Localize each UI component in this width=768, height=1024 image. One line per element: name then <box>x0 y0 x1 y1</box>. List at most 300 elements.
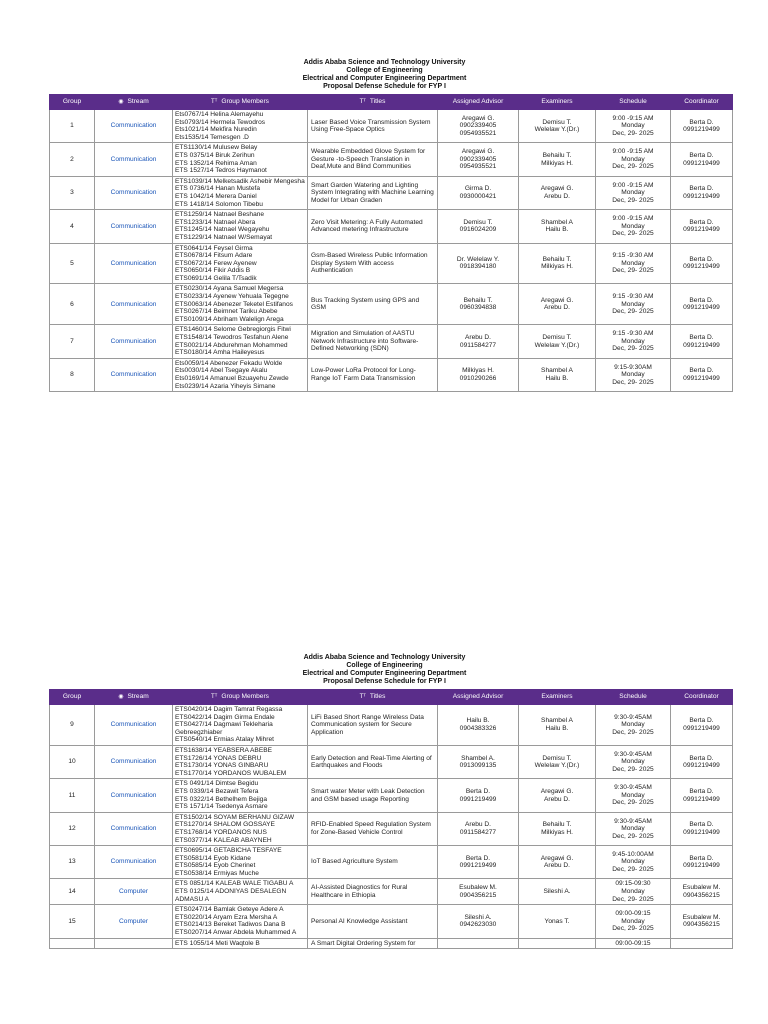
group-members <box>173 879 308 905</box>
project-title: Laser Based Voice Transmission System Using Free-Space Optics <box>308 110 438 143</box>
group-members <box>173 705 308 746</box>
column-header-group[interactable] <box>50 690 95 705</box>
schedule-line: Dec, 29- 2025 <box>612 230 654 238</box>
coordinator-line: Berta D. <box>689 296 714 304</box>
stream-chip[interactable]: Communication <box>95 284 173 325</box>
assigned-advisor <box>438 143 519 176</box>
table-row <box>50 779 733 812</box>
schedule <box>596 325 671 358</box>
group-members-line: ETS1460/14 Selome Gebregiorgis Fitwi <box>175 326 291 334</box>
coordinator-line: Berta D. <box>689 151 714 159</box>
group-members <box>173 846 308 879</box>
project-title: Migration and Simulation of AASTU Network Infrastructure into Software-Defined Networking (SDN) <box>308 325 438 358</box>
table-row <box>50 879 733 905</box>
assigned-advisor-line: 0902339405 <box>459 122 497 130</box>
coordinator-line: 0991219499 <box>683 724 720 732</box>
group-members-line: ETS1548/14 Tewodros Tesfahun Alene <box>175 334 289 342</box>
column-label: Coordinator <box>684 693 719 701</box>
assigned-advisor-line: 0910290266 <box>459 375 497 382</box>
college-name: College of Engineering <box>346 662 423 669</box>
stream-chip[interactable]: Communication <box>95 779 173 812</box>
examiners-line: Welelaw Y.(Dr.) <box>534 762 580 770</box>
coordinator <box>671 879 733 905</box>
assigned-advisor-line: Behailu T. <box>463 296 493 304</box>
schedule-section-2 <box>49 654 720 949</box>
group-number: 4 <box>50 210 95 243</box>
schedule-table <box>49 94 733 392</box>
group-members-line: ETS0230/14 Ayana Samuel Megersa <box>175 285 284 293</box>
group-members-line: ETS1270/14 SHALOM GOSSAYE <box>175 821 275 829</box>
schedule-line: 09:00-09:15 <box>615 910 651 918</box>
group-members <box>173 143 308 176</box>
schedule-line: Dec, 29- 2025 <box>612 308 654 316</box>
examiners-line: Arebu D. <box>543 192 571 200</box>
group-members-line: ETS1770/14 YORDANOS WUBALEM <box>175 769 287 777</box>
coordinator-line: 0991219499 <box>683 226 720 234</box>
group-members <box>173 812 308 845</box>
stream-chip[interactable]: Communication <box>95 325 173 358</box>
column-header-titles[interactable] <box>308 690 438 705</box>
group-number: 13 <box>50 846 95 879</box>
group-members <box>173 358 308 391</box>
university-name: Addis Ababa Science and Technology University <box>303 654 466 661</box>
assigned-advisor <box>438 938 519 949</box>
group-members-line: ETS0585/14 Eyob Cherinet <box>175 862 256 870</box>
text-type-icon: Tᵀ <box>211 98 218 105</box>
group-members-line: ETS 0125/14 ADONIYAS DESALEGN ADMASU A <box>175 888 287 903</box>
schedule <box>596 210 671 243</box>
stream-chip[interactable] <box>95 938 173 949</box>
group-number <box>50 938 95 949</box>
project-title: RFID-Enabled Speed Regulation System for Zone-Based Vehicle Control <box>308 812 438 845</box>
schedule <box>596 779 671 812</box>
group-members-line: ETS0109/14 Abriham Walelign Arega <box>175 315 284 323</box>
group-number: 14 <box>50 879 95 905</box>
group-members-line: ETS 0736/14 Hanan Mustefa <box>175 185 261 193</box>
assigned-advisor-line: 0991219499 <box>459 862 497 870</box>
group-members-line: ETS0220/14 Aryam Ezra Mersha A <box>175 913 278 921</box>
table-row <box>50 745 733 778</box>
examiners-line: Aregawi G. <box>540 854 574 862</box>
schedule <box>596 143 671 176</box>
assigned-advisor-line: Milkiyas H. <box>462 367 494 375</box>
project-title: Low-Power LoRa Protocol for Long-Range IoT Farm Data Transmission <box>308 358 438 391</box>
examiners-line: Sileshi A. <box>543 888 571 896</box>
schedule-title: Proposal Defense Schedule for FYP I <box>323 83 446 90</box>
schedule-table <box>49 689 733 949</box>
examiners-line: Hailu B. <box>545 226 569 234</box>
examiners <box>519 705 596 746</box>
stream-chip[interactable]: Communication <box>95 358 173 391</box>
assigned-advisor-line: Sileshi A. <box>464 913 492 921</box>
examiners <box>519 938 596 949</box>
examiners-line: Shambel A <box>541 367 573 375</box>
column-label: Coordinator <box>684 98 719 106</box>
project-title: Zero Visit Metering: A Fully Automated Advanced metering Infrastructure <box>308 210 438 243</box>
group-number: 5 <box>50 243 95 284</box>
column-header-stream[interactable] <box>95 690 173 705</box>
examiners-line: Arebu D. <box>543 795 571 803</box>
text-type-icon: Tᵀ <box>359 98 366 105</box>
examiners-line: Milkiyas H. <box>541 828 573 836</box>
column-header-examiners[interactable] <box>519 690 596 705</box>
stream-chip[interactable]: Communication <box>95 143 173 176</box>
schedule-line: Monday <box>621 721 645 729</box>
project-title: Bus Tracking System using GPS and GSM <box>308 284 438 325</box>
coordinator-line: Berta D. <box>689 334 714 342</box>
coordinator-line: 0991219499 <box>683 159 720 167</box>
schedule <box>596 284 671 325</box>
stream-chip[interactable]: Communication <box>95 210 173 243</box>
coordinator-line: 0991219499 <box>683 263 720 271</box>
stream-chip[interactable]: Communication <box>95 243 173 284</box>
assigned-advisor <box>438 905 519 938</box>
column-header-titles[interactable] <box>308 95 438 110</box>
group-members-line: ETS0691/14 Gelila T/Tsadik <box>175 274 257 282</box>
assigned-advisor-line: Demisu T. <box>463 218 493 226</box>
column-header-coordinator[interactable] <box>671 95 733 110</box>
group-members <box>173 325 308 358</box>
group-members-line: ETS0207/14 Anwar Abdela Muhammed A <box>175 929 297 937</box>
assigned-advisor-line: Aregawi G. <box>461 148 495 156</box>
assigned-advisor <box>438 110 519 143</box>
table-row <box>50 705 733 746</box>
project-title: AI-Assisted Diagnostics for Rural Healthcare in Ethiopia <box>308 879 438 905</box>
assigned-advisor <box>438 325 519 358</box>
examiners-line: Yonas T. <box>544 917 570 925</box>
group-members-line: ETS1638/14 YEABSERA ABEBE <box>175 746 273 754</box>
coordinator <box>671 705 733 746</box>
examiners <box>519 358 596 391</box>
coordinator <box>671 905 733 938</box>
column-header-members[interactable] <box>173 690 308 705</box>
group-members-line: ETS 1527/14 Tedros Haymanot <box>175 167 267 175</box>
schedule-section-1 <box>49 59 720 392</box>
column-label: Titles <box>369 97 386 105</box>
assigned-advisor-line: 0954935521 <box>459 163 497 171</box>
coordinator-line: 0991219499 <box>683 795 720 803</box>
examiners <box>519 110 596 143</box>
schedule-line: Monday <box>621 371 645 379</box>
project-title: Personal AI Knowledge Assistant <box>308 905 438 938</box>
schedule-line: 9:15-9:30AM <box>614 363 652 371</box>
header-row <box>50 95 733 110</box>
schedule-line: Dec, 29- 2025 <box>612 925 654 933</box>
stream-chip[interactable]: Communication <box>95 745 173 778</box>
table-row <box>50 846 733 879</box>
table-body <box>50 705 733 949</box>
group-members-line: ETS1229/14 Natnael W/Semayat <box>175 233 273 241</box>
schedule-line: 9:00 -9:15 AM <box>612 148 654 156</box>
schedule-line: Dec, 29- 2025 <box>612 345 654 353</box>
column-header-advisor[interactable] <box>438 690 519 705</box>
university-name: Addis Ababa Science and Technology University <box>303 59 466 66</box>
assigned-advisor-line: Shambel A. <box>461 754 495 762</box>
examiners <box>519 779 596 812</box>
assigned-advisor-line: 0960394838 <box>459 304 497 312</box>
group-members-line: ETS0672/14 Ferew Ayenew <box>175 259 257 267</box>
schedule <box>596 938 671 949</box>
group-members-line: ETS1130/14 Mulusew Belay <box>175 144 258 152</box>
schedule-line: Monday <box>621 858 645 866</box>
coordinator <box>671 779 733 812</box>
group-members-line: ETS 0491/14 Dimtse Begidu <box>175 780 259 788</box>
assigned-advisor <box>438 358 519 391</box>
stream-chip[interactable]: Communication <box>95 110 173 143</box>
examiners <box>519 905 596 938</box>
table-row <box>50 938 733 949</box>
coordinator <box>671 358 733 391</box>
stream-chip[interactable]: Communication <box>95 705 173 746</box>
college-name: College of Engineering <box>346 67 423 74</box>
coordinator <box>671 325 733 358</box>
column-header-examiners[interactable] <box>519 95 596 110</box>
document-heading <box>49 59 720 91</box>
project-title: A Smart Digital Ordering System for <box>308 938 438 949</box>
column-header-coordinator[interactable] <box>671 690 733 705</box>
group-number: 3 <box>50 176 95 209</box>
schedule-line: Dec, 29- 2025 <box>612 866 654 874</box>
group-members-line: ETS1245/14 Natnael Wegayehu <box>175 226 270 234</box>
assigned-advisor <box>438 745 519 778</box>
group-members-line: ETS0267/14 Beimnet Tariku Abebe <box>175 308 278 316</box>
examiners-line: Welelaw Y.(Dr.) <box>534 341 580 349</box>
assigned-advisor-line: 0991219499 <box>459 795 497 803</box>
assigned-advisor-line: Arebu D. <box>464 821 492 829</box>
assigned-advisor-line: 0913099135 <box>459 762 497 770</box>
group-number: 7 <box>50 325 95 358</box>
project-title: Gsm-Based Wireless Public Information Display System With access Authentication <box>308 243 438 284</box>
coordinator-line: Berta D. <box>689 717 714 725</box>
group-members-line: ETS 1352/14 Rehima Aman <box>175 159 257 167</box>
assigned-advisor-line: 0904356215 <box>459 891 497 899</box>
coordinator-line: 0991219499 <box>683 192 720 200</box>
assigned-advisor-line: 0902339405 <box>459 155 497 163</box>
coordinator-line: 0904356215 <box>683 891 720 899</box>
column-header-group[interactable] <box>50 95 95 110</box>
schedule-line: Dec, 29- 2025 <box>612 267 654 275</box>
schedule-line: Monday <box>621 791 645 799</box>
group-members-line: ETS0581/14 Eyob Kidane <box>175 854 251 862</box>
assigned-advisor-line: Aregawi G. <box>461 114 495 122</box>
text-type-icon: Tᵀ <box>211 693 218 700</box>
group-members-line: ETS 1418/14 Solomon Tibebu <box>175 200 263 208</box>
coordinator-line: 0991219499 <box>683 304 720 312</box>
examiners-line: Behailu T. <box>542 151 572 159</box>
schedule-line: 9:15 -9:30 AM <box>612 293 654 301</box>
group-members <box>173 243 308 284</box>
schedule <box>596 879 671 905</box>
schedule <box>596 705 671 746</box>
group-number: 9 <box>50 705 95 746</box>
examiners <box>519 879 596 905</box>
schedule-line: 9:30-9:45AM <box>614 817 652 825</box>
table-row <box>50 210 733 243</box>
coordinator-line: 0991219499 <box>683 828 720 836</box>
dropdown-icon: ◉ <box>118 98 124 105</box>
group-members-line: ETS1768/14 YORDANOS NUS <box>175 828 267 836</box>
schedule <box>596 358 671 391</box>
group-members-line: Ets0793/14 Hermela Tewodros <box>175 118 266 126</box>
group-members <box>173 938 308 949</box>
column-label: Stream <box>127 97 149 105</box>
stream-chip[interactable]: Computer <box>95 905 173 938</box>
schedule-line: Dec, 29- 2025 <box>612 129 654 137</box>
examiners <box>519 812 596 845</box>
assigned-advisor-line: Berta D. <box>465 854 491 862</box>
group-members-line: ETS0650/14 Fikir Addis B <box>175 267 251 275</box>
assigned-advisor-line: Girma D. <box>464 185 492 193</box>
schedule-line: Dec, 29- 2025 <box>612 378 654 386</box>
group-members <box>173 210 308 243</box>
group-members-line: ETS1726/14 YONAS DEBRU <box>175 754 262 762</box>
schedule-line: 9:15 -9:30 AM <box>612 330 654 338</box>
column-header-schedule[interactable] <box>596 95 671 110</box>
group-members <box>173 284 308 325</box>
group-members-line: Ets0169/14 Amanuel Bzuayehu Zewde <box>175 375 289 382</box>
schedule-line: 09:15-09:30 <box>615 880 651 888</box>
schedule-line: Dec, 29- 2025 <box>612 728 654 736</box>
schedule-line: Monday <box>621 917 645 925</box>
column-header-advisor[interactable] <box>438 95 519 110</box>
examiners <box>519 143 596 176</box>
text-type-icon: Tᵀ <box>359 693 366 700</box>
coordinator-line: Esubalew M. <box>682 884 721 892</box>
coordinator <box>671 210 733 243</box>
group-members <box>173 745 308 778</box>
table-row <box>50 243 733 284</box>
stream-chip[interactable]: Communication <box>95 176 173 209</box>
coordinator-line: Berta D. <box>689 185 714 193</box>
examiners-line: Hailu B. <box>545 724 569 732</box>
project-title: Wearable Embedded Glove System for Gesture -to-Speech Translation in Deaf,Mute and Blind Communities <box>308 143 438 176</box>
group-number: 2 <box>50 143 95 176</box>
coordinator-line: Berta D. <box>689 821 714 829</box>
table-row <box>50 176 733 209</box>
coordinator <box>671 110 733 143</box>
column-label: Group Members <box>221 97 269 105</box>
assigned-advisor-line: 0942623030 <box>459 921 497 929</box>
examiners <box>519 745 596 778</box>
group-members-line: ETS0422/14 Dagim Girma Endale <box>175 713 275 721</box>
project-title: IoT Based Agriculture System <box>308 846 438 879</box>
group-members-line: Ets0059/14 Abenezer Fekadu Wolde <box>175 359 283 367</box>
column-header-members[interactable] <box>173 95 308 110</box>
coordinator-line: 0991219499 <box>683 862 720 870</box>
coordinator-line: 0991219499 <box>683 126 720 134</box>
group-members-line: ETS0063/14 Abenezer Teketel Estifanos <box>175 300 293 308</box>
schedule-line: Dec, 29- 2025 <box>612 765 654 773</box>
examiners-line: Welelaw Y.(Dr.) <box>534 126 580 134</box>
examiners <box>519 846 596 879</box>
group-members-line: ETS1730/14 YONAS GINBARU <box>175 762 269 770</box>
table-row <box>50 284 733 325</box>
schedule-line: 9:15 -9:30 AM <box>612 252 654 260</box>
schedule <box>596 110 671 143</box>
table-row <box>50 143 733 176</box>
schedule-line: Monday <box>621 222 645 230</box>
project-title: Smart Garden Watering and Lighting System Integrating with Machine Learning Model for Urban Graden <box>308 176 438 209</box>
column-header-schedule[interactable] <box>596 690 671 705</box>
table-row <box>50 812 733 845</box>
group-members-line: Ets0767/14 Helina Alemayehu <box>175 111 264 118</box>
schedule-line: Dec, 29- 2025 <box>612 163 654 171</box>
group-members-line: ETS0377/14 KALEAB ABAYNEH <box>175 836 272 844</box>
coordinator <box>671 938 733 949</box>
schedule-line: 9:00 -9:15 AM <box>612 181 654 189</box>
assigned-advisor <box>438 284 519 325</box>
examiners-line: Behailu T. <box>542 255 572 263</box>
assigned-advisor <box>438 210 519 243</box>
schedule-line: 9:30-9:45AM <box>614 784 652 792</box>
column-label: Schedule <box>619 693 647 701</box>
assigned-advisor-line: 0916024209 <box>459 226 497 234</box>
examiners-line: Demisu T. <box>542 118 572 126</box>
group-members-line: ETS0180/14 Amha Haileyesus <box>175 349 265 357</box>
table-body <box>50 110 733 392</box>
schedule <box>596 905 671 938</box>
group-members <box>173 176 308 209</box>
schedule <box>596 745 671 778</box>
stream-chip[interactable]: Computer <box>95 879 173 905</box>
coordinator-line: Berta D. <box>689 367 714 375</box>
schedule <box>596 243 671 284</box>
column-label: Assigned Advisor <box>452 98 504 106</box>
stream-chip[interactable]: Communication <box>95 846 173 879</box>
assigned-advisor <box>438 779 519 812</box>
assigned-advisor <box>438 176 519 209</box>
group-number: 15 <box>50 905 95 938</box>
schedule-line: 9:00 -9:15 AM <box>612 114 654 122</box>
examiners <box>519 210 596 243</box>
group-members-line: Ets1535/14 Temesgen .D <box>175 133 249 141</box>
coordinator-line: Esubalew M. <box>682 913 721 921</box>
group-number: 1 <box>50 110 95 143</box>
stream-chip[interactable]: Communication <box>95 812 173 845</box>
schedule-title: Proposal Defense Schedule for FYP I <box>323 678 446 685</box>
schedule-line: Monday <box>621 888 645 896</box>
assigned-advisor-line: 0911584277 <box>459 341 497 349</box>
assigned-advisor-line: 0904383326 <box>459 724 497 732</box>
assigned-advisor <box>438 705 519 746</box>
examiners-line: Hailu B. <box>545 375 569 382</box>
coordinator-line: 0991219499 <box>683 762 720 770</box>
assigned-advisor-line: Arebu D. <box>464 334 492 342</box>
assigned-advisor-line: 0911584277 <box>459 828 497 836</box>
coordinator-line: Berta D. <box>689 754 714 762</box>
examiners-line: Demisu T. <box>542 334 572 342</box>
schedule-line: 9:45-10:00AM <box>612 850 654 858</box>
schedule-line: Monday <box>621 758 645 766</box>
group-members-line: ETS0538/14 Ermiyas Muche <box>175 869 259 877</box>
coordinator-line: 0991219499 <box>683 375 720 382</box>
coordinator <box>671 176 733 209</box>
schedule-line: Monday <box>621 122 645 130</box>
schedule-line: Dec, 29- 2025 <box>612 799 654 807</box>
group-members-line: ETS1039/14 Melketsadik Ashebir Mengesha <box>175 177 305 185</box>
group-members-line: ETS 1055/14 Meti Waqtole B <box>175 939 260 947</box>
column-header-stream[interactable] <box>95 95 173 110</box>
column-label: Schedule <box>619 98 647 106</box>
group-members-line: ETS0678/14 Fitsum Adare <box>175 252 253 260</box>
group-members-line: ETS0021/14 Abdurehman Mohammed <box>175 341 288 349</box>
schedule-line: Dec, 29- 2025 <box>612 832 654 840</box>
examiners <box>519 325 596 358</box>
header-row <box>50 690 733 705</box>
assigned-advisor-line: Berta D. <box>465 787 491 795</box>
column-label: Group <box>62 693 82 701</box>
group-members-line: ETS0695/14 GETABICHA TESFAYE <box>175 847 282 855</box>
